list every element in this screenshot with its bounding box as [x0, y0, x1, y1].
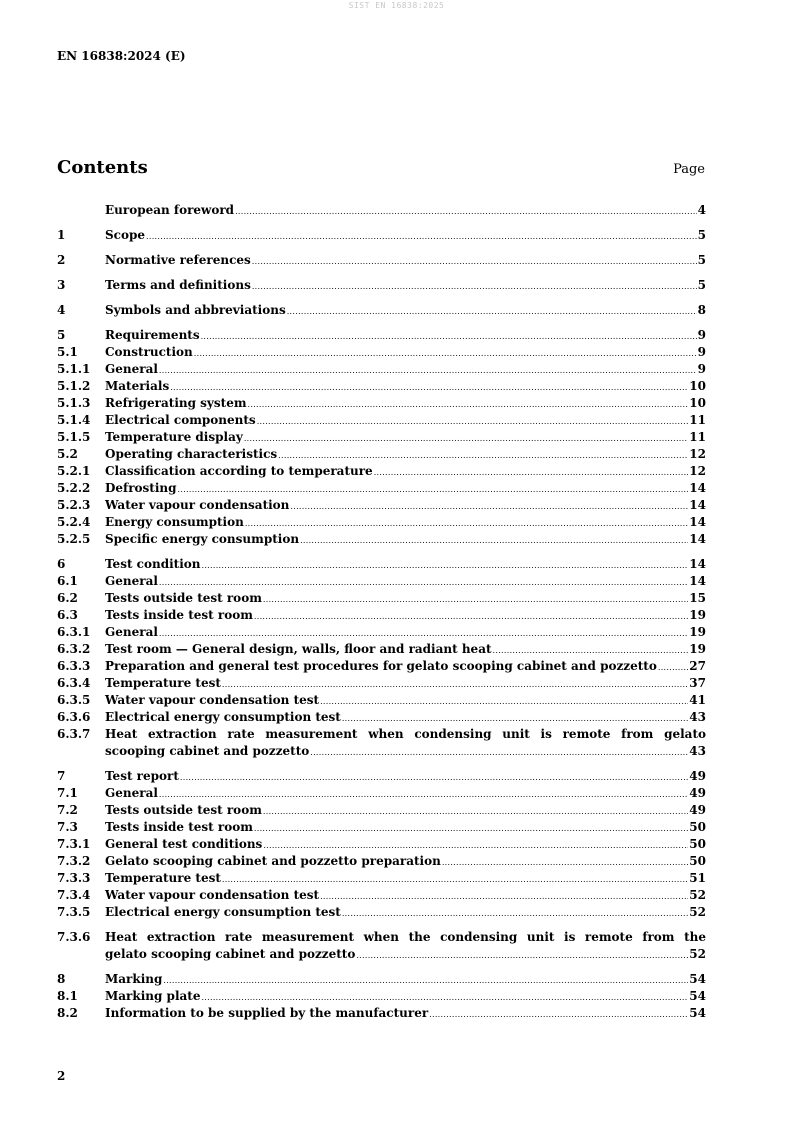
leader-dots	[159, 786, 688, 803]
toc-entry[interactable]	[57, 361, 706, 378]
toc-entry[interactable]	[57, 709, 706, 726]
toc-entry[interactable]	[57, 378, 706, 395]
toc-entry-number: 5.2.5	[57, 532, 91, 546]
toc-entry-title: Electrical components	[105, 413, 256, 427]
toc-entry-number: 5.2	[57, 447, 78, 461]
toc-entry[interactable]	[57, 971, 706, 988]
toc-entry-page: 49	[689, 786, 706, 800]
toc-entry-title: Heat extraction rate measurement when the condensing unit is remote from the	[105, 930, 706, 944]
leader-dots	[178, 481, 689, 498]
leader-dots	[310, 744, 688, 761]
toc-entry-title: Tests outside test room	[105, 591, 262, 605]
toc-entry-number: 2	[57, 253, 66, 267]
toc-entry-title: Operating characteristics	[105, 447, 278, 461]
toc-entry-number: 7.1	[57, 786, 78, 800]
toc-section-c	[57, 971, 706, 1022]
toc-entry[interactable]	[57, 573, 706, 590]
toc-entry[interactable]	[57, 429, 706, 446]
toc-entry-7-3-6[interactable]	[57, 929, 706, 963]
toc-entry-title-cont: gelato scooping cabinet and pozzetto	[105, 947, 356, 961]
toc-entry[interactable]	[57, 675, 706, 692]
toc-entry-page: 12	[689, 447, 706, 461]
toc-entry-title: General test conditions	[105, 837, 263, 851]
toc-entry-number: 7.3.1	[57, 837, 91, 851]
toc-entry[interactable]	[57, 590, 706, 607]
toc-entry-title: Refrigerating system	[105, 396, 247, 410]
toc-entry-page: 37	[689, 676, 706, 690]
toc-entry-page: 14	[689, 532, 706, 546]
toc-entry[interactable]	[57, 904, 706, 921]
toc-entry-number: 5.2.4	[57, 515, 91, 529]
leader-dots	[287, 303, 697, 320]
toc-entry[interactable]	[57, 480, 706, 497]
toc-entry[interactable]	[57, 327, 706, 344]
toc-entry[interactable]	[57, 692, 706, 709]
leader-dots	[658, 659, 688, 676]
toc-entry[interactable]	[57, 802, 706, 819]
leader-dots	[194, 345, 697, 362]
toc-entry-page: 27	[689, 659, 706, 673]
toc-entry[interactable]	[57, 344, 706, 361]
toc-entry-number: 6.3.2	[57, 642, 91, 656]
toc-entry-title: General	[105, 625, 158, 639]
toc-entry-number: 6.3.7	[57, 727, 91, 741]
toc-entry[interactable]	[57, 252, 706, 269]
toc-entry-page: 49	[689, 803, 706, 817]
toc-entry-page: 9	[697, 328, 706, 342]
toc-entry[interactable]	[57, 531, 706, 548]
leader-dots	[235, 203, 697, 220]
toc-entry[interactable]	[57, 395, 706, 412]
toc-entry[interactable]	[57, 497, 706, 514]
toc-entry-title: Marking plate	[105, 989, 201, 1003]
toc-entry-number: 7.3.2	[57, 854, 91, 868]
toc-entry-page: 54	[689, 972, 706, 986]
toc-entry-number: 5.2.2	[57, 481, 91, 495]
toc-entry-number: 7.2	[57, 803, 78, 817]
toc-entry-number: 8.1	[57, 989, 78, 1003]
page-number: 2	[57, 1069, 66, 1083]
toc-entry-title: Symbols and abbreviations	[105, 303, 286, 317]
leader-dots	[170, 379, 688, 396]
toc-entry-page: 14	[689, 574, 706, 588]
toc-entry-number: 5.1.1	[57, 362, 91, 376]
toc-entry[interactable]	[57, 658, 706, 675]
toc-entry-page: 19	[689, 608, 706, 622]
toc-entry-page: 52	[689, 888, 706, 902]
toc-entry-number: 5.1.4	[57, 413, 91, 427]
toc-entry-page: 19	[689, 625, 706, 639]
toc-entry[interactable]	[57, 624, 706, 641]
leader-dots	[159, 574, 688, 591]
toc-entry-page: 12	[689, 464, 706, 478]
toc-entry-page: 11	[689, 430, 706, 444]
toc-entry-page: 9	[697, 345, 706, 359]
toc-entry[interactable]	[57, 641, 706, 658]
toc-entry-number: 6	[57, 557, 66, 571]
toc-entry-number: 6.1	[57, 574, 78, 588]
toc-entry-page: 14	[689, 498, 706, 512]
toc-entry-title: Gelato scooping cabinet and pozzetto preparation	[105, 854, 441, 868]
toc-entry-number: 4	[57, 303, 66, 317]
leader-dots	[244, 430, 688, 447]
toc-entry-number: 5	[57, 328, 66, 342]
toc-entry-number: 6.3.4	[57, 676, 91, 690]
document-id: EN 16838:2024 (E)	[57, 49, 186, 63]
toc-entry[interactable]	[57, 988, 706, 1005]
toc-entry-title: Temperature test	[105, 676, 221, 690]
leader-dots	[201, 557, 688, 574]
toc-entry[interactable]	[57, 302, 706, 319]
toc-entry-6-3-7[interactable]	[57, 726, 706, 760]
leader-dots	[320, 693, 688, 710]
toc-entry-page: 5	[697, 253, 706, 267]
toc-entry-page: 9	[697, 362, 706, 376]
toc-entry-title: Water vapour condensation test	[105, 888, 320, 902]
toc-entry-title: Tests outside test room	[105, 803, 262, 817]
toc-entry-number: 8	[57, 972, 66, 986]
toc-entry-page: 50	[689, 837, 706, 851]
page-column-label: Page	[673, 162, 705, 177]
toc-entry[interactable]	[57, 887, 706, 904]
toc-entry[interactable]	[57, 870, 706, 887]
leader-dots	[278, 447, 688, 464]
toc-entry[interactable]	[57, 514, 706, 531]
toc-entry-page: 5	[697, 278, 706, 292]
toc-entry-page: 49	[689, 769, 706, 783]
leader-dots	[201, 989, 688, 1006]
toc-entry-page: 43	[689, 710, 706, 724]
toc-entry-title: Test condition	[105, 557, 201, 571]
leader-dots	[163, 972, 688, 989]
toc-entry-page: 4	[697, 203, 706, 217]
leader-dots	[180, 769, 688, 786]
leader-dots	[290, 498, 688, 515]
leader-dots	[257, 413, 689, 430]
toc-entry-number: 7.3.4	[57, 888, 91, 902]
leader-dots	[356, 947, 688, 964]
toc-entry[interactable]	[57, 1005, 706, 1022]
leader-dots	[493, 642, 689, 659]
toc-entry-page: 8	[697, 303, 706, 317]
toc-entry[interactable]	[57, 202, 706, 219]
toc-entry-title: Temperature test	[105, 871, 221, 885]
toc-entry-title: Scope	[105, 228, 146, 242]
toc-entry-title: Classification according to temperature	[105, 464, 373, 478]
toc-entry-number: 7.3.6	[57, 930, 91, 944]
toc-entry-number: 5.1.3	[57, 396, 91, 410]
toc-entry-title: Electrical energy consumption test	[105, 710, 341, 724]
toc-entry-number: 6.3.5	[57, 693, 91, 707]
leader-dots	[201, 328, 697, 345]
toc-entry-title: Construction	[105, 345, 193, 359]
leader-dots	[254, 608, 688, 625]
toc-entry-title: Tests inside test room	[105, 608, 253, 622]
toc-entry-title: European foreword	[105, 203, 235, 217]
leader-dots	[252, 253, 697, 270]
toc-entry[interactable]	[57, 556, 706, 573]
toc-entry-title-cont: scooping cabinet and pozzetto	[105, 744, 310, 758]
toc-entry-number: 7.3	[57, 820, 78, 834]
toc-entry-number: 6.3	[57, 608, 78, 622]
toc-entry-title: Preparation and general test procedures for gelato scooping cabinet and pozzetto	[105, 659, 657, 673]
toc-entry-number: 5.1	[57, 345, 78, 359]
toc-entry-title: Electrical energy consumption test	[105, 905, 341, 919]
toc-entry-page: 54	[689, 989, 706, 1003]
toc-entry-page: 52	[689, 947, 706, 961]
toc-entry-title: Water vapour condensation	[105, 498, 290, 512]
table-of-contents	[57, 202, 706, 1022]
toc-entry-title: Temperature display	[105, 430, 243, 444]
toc-entry-title: Energy consumption	[105, 515, 244, 529]
leader-dots	[222, 676, 688, 693]
contents-heading: Contents	[57, 157, 148, 178]
leader-dots	[342, 905, 688, 922]
toc-entry-title: Water vapour condensation test	[105, 693, 320, 707]
leader-dots	[248, 396, 689, 413]
toc-entry-title: Materials	[105, 379, 170, 393]
toc-entry-number: 6.3.6	[57, 710, 91, 724]
leader-dots	[442, 854, 688, 871]
watermark: SIST EN 16838:2025	[348, 1, 445, 10]
toc-entry[interactable]	[57, 853, 706, 870]
toc-entry-number: 3	[57, 278, 66, 292]
leader-dots	[263, 803, 688, 820]
toc-section-b	[57, 768, 706, 921]
leader-dots	[159, 625, 688, 642]
toc-entry-title: General	[105, 362, 158, 376]
toc-entry-title: Requirements	[105, 328, 200, 342]
toc-entry[interactable]	[57, 836, 706, 853]
toc-entry-page: 10	[689, 379, 706, 393]
toc-entry-number: 6.3.1	[57, 625, 91, 639]
toc-entry-page: 52	[689, 905, 706, 919]
toc-entry-number: 7.3.5	[57, 905, 91, 919]
toc-entry[interactable]	[57, 607, 706, 624]
toc-entry-title: Marking	[105, 972, 163, 986]
toc-entry-title: General	[105, 574, 158, 588]
leader-dots	[159, 362, 697, 379]
leader-dots	[245, 515, 688, 532]
toc-entry-number: 7	[57, 769, 66, 783]
toc-entry-title: Defrosting	[105, 481, 177, 495]
toc-entry-title: Terms and definitions	[105, 278, 251, 292]
toc-entry-number: 5.2.1	[57, 464, 91, 478]
toc-entry[interactable]	[57, 463, 706, 480]
leader-dots	[146, 228, 697, 245]
toc-entry-page: 14	[689, 481, 706, 495]
toc-entry[interactable]	[57, 227, 706, 244]
leader-dots	[222, 871, 688, 888]
toc-entry-page: 11	[689, 413, 706, 427]
toc-entry[interactable]	[57, 446, 706, 463]
toc-entry-title: Information to be supplied by the manufacturer	[105, 1006, 429, 1020]
toc-entry-title: Specific energy consumption	[105, 532, 300, 546]
toc-entry-page: 15	[689, 591, 706, 605]
leader-dots	[374, 464, 689, 481]
toc-entry-page: 51	[689, 871, 706, 885]
toc-entry-number: 5.2.3	[57, 498, 91, 512]
toc-entry-page: 50	[689, 854, 706, 868]
leader-dots	[254, 820, 688, 837]
toc-entry[interactable]	[57, 785, 706, 802]
toc-entry-page: 54	[689, 1006, 706, 1020]
toc-entry-number: 1	[57, 228, 66, 242]
toc-entry-page: 50	[689, 820, 706, 834]
toc-entry[interactable]	[57, 412, 706, 429]
toc-entry-page: 14	[689, 557, 706, 571]
toc-entry-number: 5.1.5	[57, 430, 91, 444]
leader-dots	[263, 837, 688, 854]
toc-entry-title: Normative references	[105, 253, 251, 267]
toc-entry-page: 14	[689, 515, 706, 529]
toc-entry-page: 43	[689, 744, 706, 758]
toc-entry[interactable]	[57, 819, 706, 836]
toc-entry-title: Heat extraction rate measurement when condensing unit is remote from gelato	[105, 727, 706, 741]
toc-entry-title: Test report	[105, 769, 179, 783]
leader-dots	[342, 710, 688, 727]
toc-entry[interactable]	[57, 768, 706, 785]
toc-entry-page: 19	[689, 642, 706, 656]
leader-dots	[263, 591, 688, 608]
toc-entry-number: 6.2	[57, 591, 78, 605]
toc-entry-page: 5	[697, 228, 706, 242]
toc-entry[interactable]	[57, 277, 706, 294]
leader-dots	[429, 1006, 688, 1023]
leader-dots	[252, 278, 697, 295]
toc-entry-page: 41	[689, 693, 706, 707]
toc-section-a	[57, 202, 706, 726]
toc-entry-number: 7.3.3	[57, 871, 91, 885]
toc-entry-title: Tests inside test room	[105, 820, 253, 834]
toc-entry-title: General	[105, 786, 158, 800]
leader-dots	[320, 888, 688, 905]
toc-entry-number: 5.1.2	[57, 379, 91, 393]
toc-entry-number: 6.3.3	[57, 659, 91, 673]
toc-entry-page: 10	[689, 396, 706, 410]
toc-entry-number: 8.2	[57, 1006, 78, 1020]
toc-entry-title: Test room — General design, walls, floor and radiant heat	[105, 642, 492, 656]
leader-dots	[300, 532, 688, 549]
